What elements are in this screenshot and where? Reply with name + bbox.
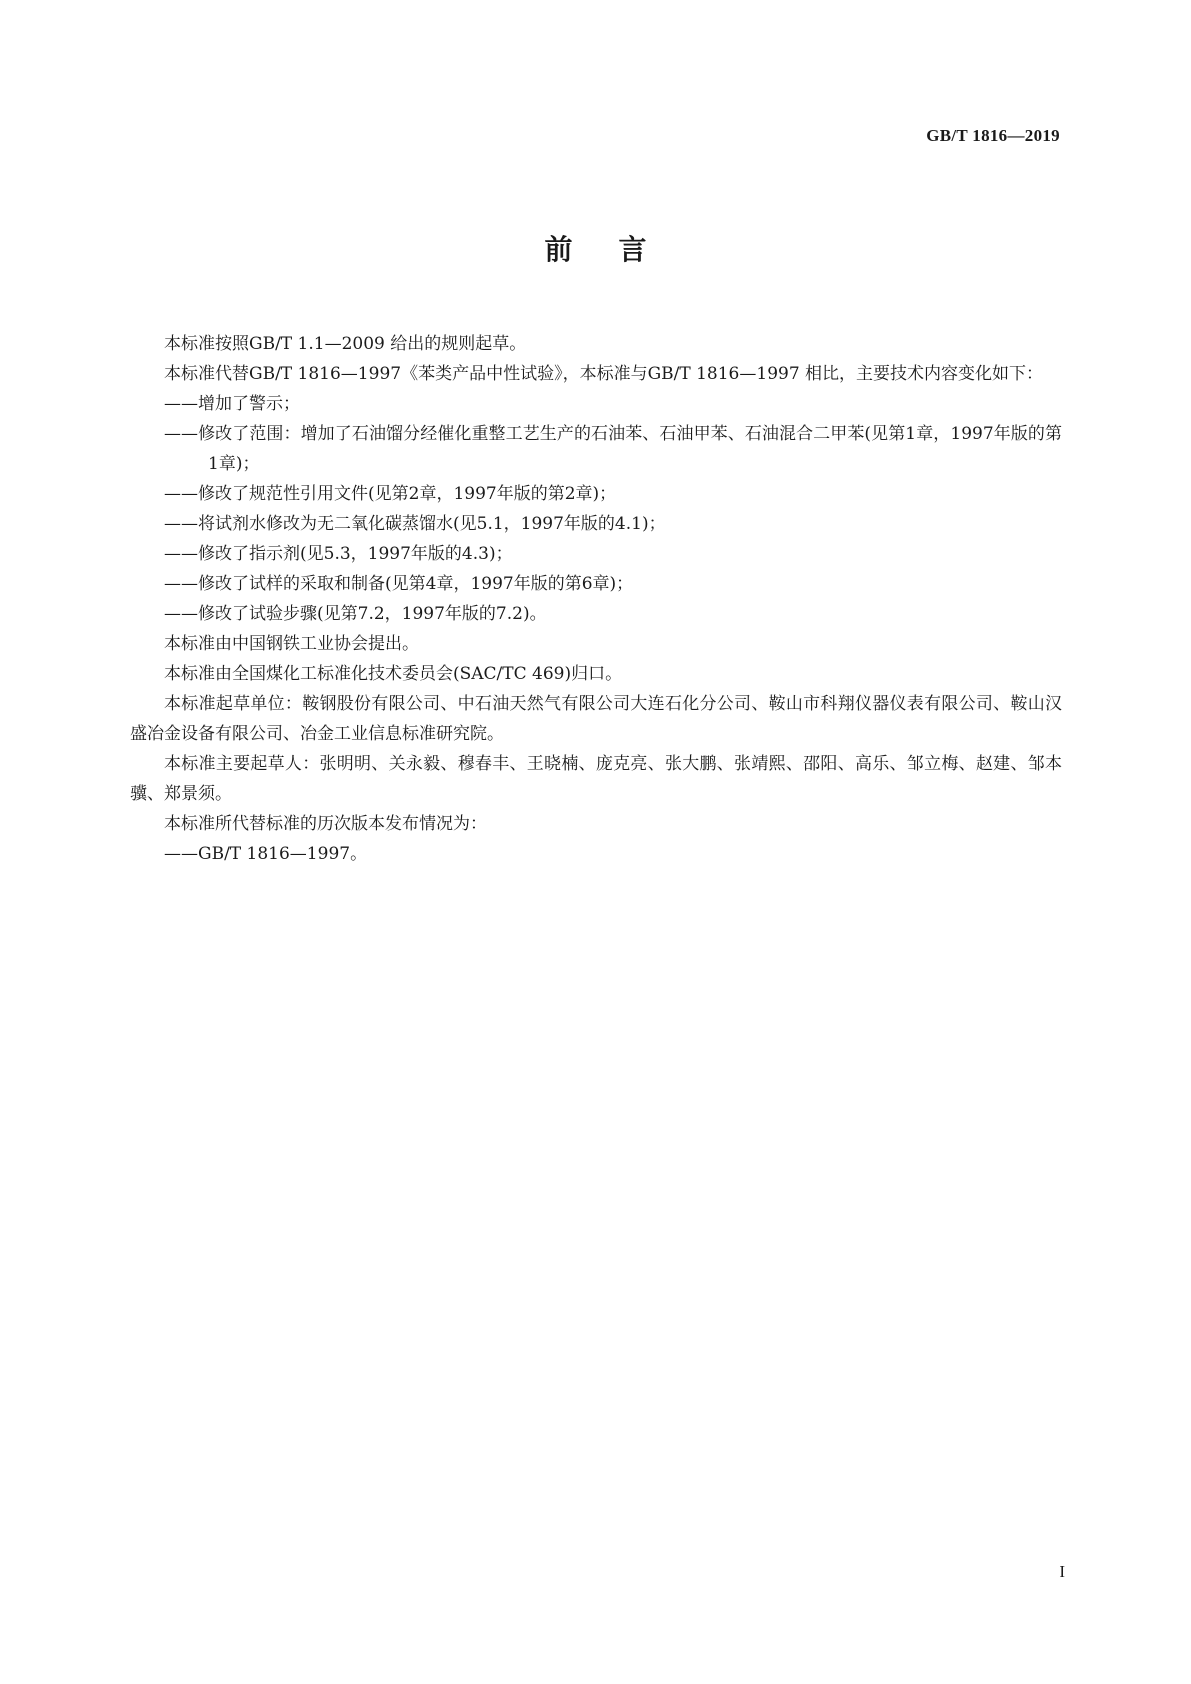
preface-body [130, 329, 1062, 869]
change-item-sampling: ——修改了试样的采取和制备(见第4章，1997年版的第6章)； [164, 574, 634, 594]
change-item-scope: ——修改了范围：增加了石油馏分经催化重整工艺生产的石油苯、石油甲苯、石油混合二甲苯(见第1章，1997年版的第1章)； [164, 424, 1062, 474]
document-code: GB/T 1816—2019 [926, 126, 1060, 145]
paragraph-drafters: 本标准主要起草人：张明明、关永毅、穆春丰、王晓楠、庞克亮、张大鹏、张靖熙、邵阳、高乐、邹立梅、赵建、邹本骥、郑景须。 [130, 754, 1062, 804]
paragraph-under-jurisdiction: 本标准由全国煤化工标准化技术委员会(SAC/TC 469)归口。 [164, 664, 623, 684]
page-title: 前言 [544, 233, 693, 266]
page-number: I [1059, 1562, 1065, 1581]
version-history-item: ——GB/T 1816—1997。 [164, 844, 368, 864]
change-item-references: ——修改了规范性引用文件(见第2章，1997年版的第2章)； [164, 484, 617, 504]
change-item-reagent-water: ——将试剂水修改为无二氧化碳蒸馏水(见5.1，1997年版的4.1)； [164, 514, 666, 534]
change-item-warning: ——增加了警示； [164, 394, 300, 414]
paragraph-drafting-rules: 本标准按照GB/T 1.1—2009 给出的规则起草。 [164, 334, 527, 354]
paragraph-version-history: 本标准所代替标准的历次版本发布情况为： [164, 814, 487, 834]
change-item-procedure: ——修改了试验步骤(见第7.2，1997年版的7.2)。 [164, 604, 547, 624]
paragraph-drafting-units: 本标准起草单位：鞍钢股份有限公司、中石油天然气有限公司大连石化分公司、鞍山市科翔仪器仪表有限公司、鞍山汉盛冶金设备有限公司、冶金工业信息标准研究院。 [130, 694, 1062, 744]
paragraph-proposed-by: 本标准由中国钢铁工业协会提出。 [164, 634, 419, 654]
change-item-indicator: ——修改了指示剂(见5.3，1997年版的4.3)； [164, 544, 513, 564]
paragraph-replacement: 本标准代替GB/T 1816—1997《苯类产品中性试验》，本标准与GB/T 1816—1997 相比，主要技术内容变化如下： [164, 364, 1044, 384]
